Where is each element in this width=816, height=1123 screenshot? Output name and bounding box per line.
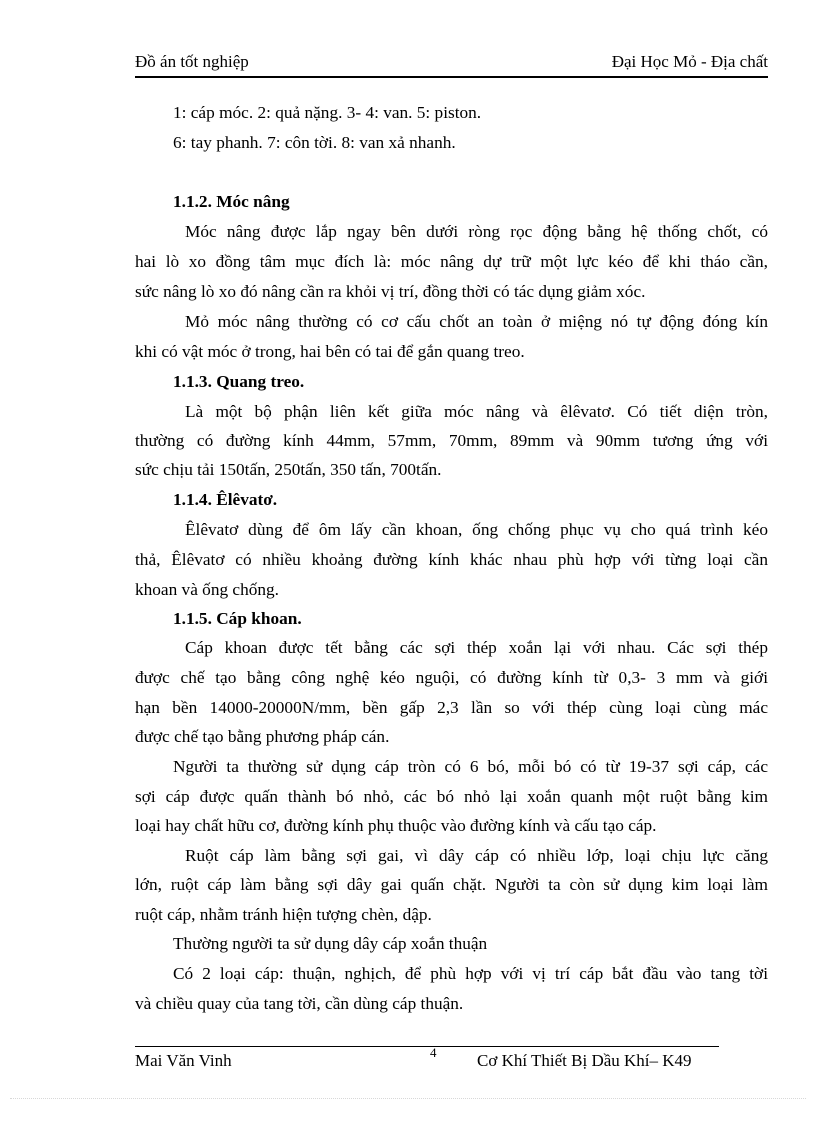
paragraph-line: lớn, ruột cáp làm bằng sợi dây gai quấn chặt. Người ta còn sử dụng kim loại làm xyxy=(135,875,768,894)
paragraph-line: và chiều quay của tang tời, cần dùng cáp thuận. xyxy=(135,994,464,1013)
section-heading-cap-khoan: 1.1.5. Cáp khoan. xyxy=(173,609,302,628)
section-heading-moc-nang: 1.1.2. Móc nâng xyxy=(173,192,290,211)
paragraph-line: thường có đường kính 44mm, 57mm, 70mm, 89mm và 90mm tương ứng với xyxy=(135,431,768,450)
header-right-text: Đại Học Mỏ - Địa chất xyxy=(611,52,768,71)
footer-rule xyxy=(135,1046,719,1047)
paragraph-line: Người ta thường sử dụng cáp tròn có 6 bó, mỗi bó có từ 19-37 sợi cáp, các xyxy=(173,757,768,776)
section-heading-elevato: 1.1.4. Êlêvatơ. xyxy=(173,490,278,509)
paragraph-line: Móc nâng được lắp ngay bên dưới ròng rọc động bằng hệ thống chốt, có xyxy=(185,222,768,241)
paragraph-line: ruột cáp, nhằm tránh hiện tượng chèn, dập. xyxy=(135,905,432,924)
paragraph-line: sức chịu tải 150tấn, 250tấn, 350 tấn, 700tấn. xyxy=(135,460,442,479)
paragraph-line: sợi cáp được quấn thành bó nhỏ, các bó nhỏ lại xoắn quanh một ruột bằng kim xyxy=(135,787,768,806)
caption-line-2: 6: tay phanh. 7: côn tời. 8: van xả nhanh. xyxy=(173,133,456,152)
page-bottom-dotted-line xyxy=(10,1098,806,1099)
paragraph-line: khoan và ống chống. xyxy=(135,580,279,599)
paragraph-line: Mỏ móc nâng thường có cơ cấu chốt an toàn ở miệng nó tự động đóng kín xyxy=(185,312,768,331)
paragraph-line: thả, Êlêvatơ có nhiều khoảng đường kính khác nhau phù hợp với từng loại cần xyxy=(135,550,768,569)
paragraph-line: hai lò xo đồng tâm mục đích là: móc nâng dự trữ một lực kéo để khi tháo cần, xyxy=(135,252,768,271)
page-header xyxy=(135,50,768,78)
paragraph-line: Thường người ta sử dụng dây cáp xoắn thuận xyxy=(173,934,488,953)
paragraph-line: loại hay chất hữu cơ, đường kính phụ thuộc vào đường kính và cấu tạo cáp. xyxy=(135,816,657,835)
section-heading-quang-treo: 1.1.3. Quang treo. xyxy=(173,372,305,391)
paragraph-line: sức nâng lò xo đó nâng cần ra khỏi vị trí, đồng thời có tác dụng giảm xóc. xyxy=(135,282,646,301)
footer-department: Cơ Khí Thiết Bị Dầu Khí– K49 xyxy=(477,1051,692,1070)
paragraph-line: hạn bền 14000-20000N/mm, bền gấp 2,3 lần so với thép cùng loại cùng mác xyxy=(135,698,768,717)
paragraph-line: Có 2 loại cáp: thuận, nghịch, để phù hợp với vị trí cáp bắt đầu vào tang tời xyxy=(173,964,768,983)
paragraph-line: khi có vật móc ở trong, hai bên có tai để gắn quang treo. xyxy=(135,342,525,361)
caption-line-1: 1: cáp móc. 2: quả nặng. 3- 4: van. 5: piston. xyxy=(173,103,482,122)
paragraph-line: Cáp khoan được tết bằng các sợi thép xoắn lại với nhau. Các sợi thép xyxy=(185,638,768,657)
paragraph-line: Êlêvatơ dùng để ôm lấy cần khoan, ống chống phục vụ cho quá trình kéo xyxy=(185,520,768,539)
paragraph-line: được chế tạo bằng công nghệ kéo nguội, có đường kính từ 0,3- 3 mm và giới xyxy=(135,668,768,687)
page-number: 4 xyxy=(430,1045,437,1060)
paragraph-line: Là một bộ phận liên kết giữa móc nâng và êlêvatơ. Có tiết diện tròn, xyxy=(185,402,768,421)
paragraph-line: được chế tạo bằng phương pháp cán. xyxy=(135,727,390,746)
footer-author: Mai Văn Vinh xyxy=(135,1051,232,1070)
paragraph-line: Ruột cáp làm bằng sợi gai, vì dây cáp có nhiều lớp, loại chịu lực căng xyxy=(185,846,768,865)
header-left-text: Đồ án tốt nghiệp xyxy=(135,52,249,71)
